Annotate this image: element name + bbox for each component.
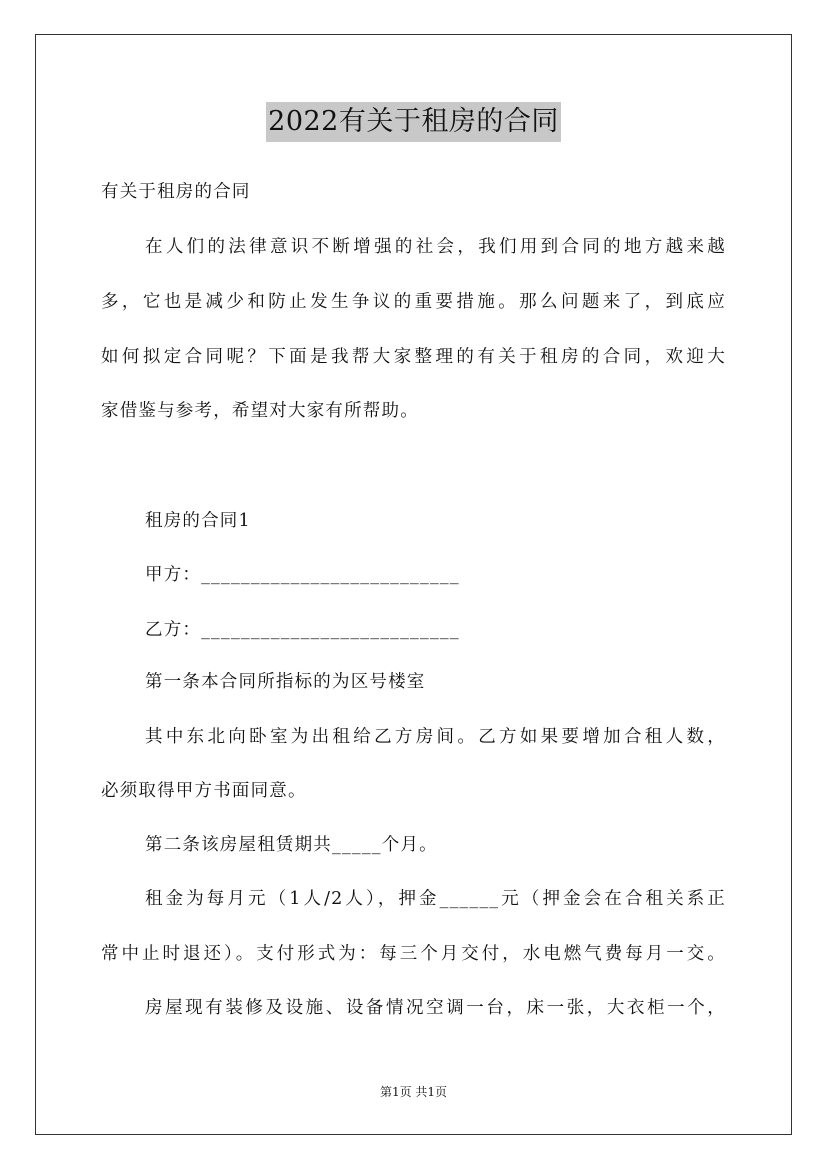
document-subtitle: 有关于租房的合同 [101, 182, 251, 202]
clause-2: 第二条该房屋租赁期共_____个月。 [145, 835, 438, 855]
facilities-line: 房屋现有装修及设施、设备情况空调一台，床一张，大衣柜一个， [145, 998, 726, 1018]
contract-heading: 租房的合同1 [145, 511, 251, 531]
title-wrap [0, 102, 827, 142]
rent-line-1: 租金为每月元（1人/2人），押金______元（押金会在合租关系正 [145, 889, 726, 909]
intro-line-4: 家借鉴与参考，希望对大家有所帮助。 [101, 401, 419, 421]
clause-1-detail-line-1: 其中东北向卧室为出租给乙方房间。乙方如果要增加合租人数， [145, 727, 726, 747]
intro-line-1: 在人们的法律意识不断增强的社会，我们用到合同的地方越来越 [145, 237, 726, 257]
clause-1: 第一条本合同所指标的为区号楼室 [145, 672, 426, 692]
party-a-line: 甲方：__________________________ [145, 565, 460, 585]
document-title: 2022有关于租房的合同 [266, 102, 561, 142]
rent-line-2: 常中止时退还）。支付形式为：每三个月交付，水电燃气费每月一交。 [101, 944, 726, 964]
intro-line-2: 多，它也是减少和防止发生争议的重要措施。那么问题来了，到底应 [101, 292, 726, 312]
intro-line-3: 如何拟定合同呢？下面是我帮大家整理的有关于租房的合同，欢迎大 [101, 347, 726, 367]
page-footer: 第1页 共1页 [379, 1085, 448, 1099]
party-b-line: 乙方：__________________________ [145, 620, 460, 640]
clause-1-detail-line-2: 必须取得甲方书面同意。 [101, 781, 307, 801]
